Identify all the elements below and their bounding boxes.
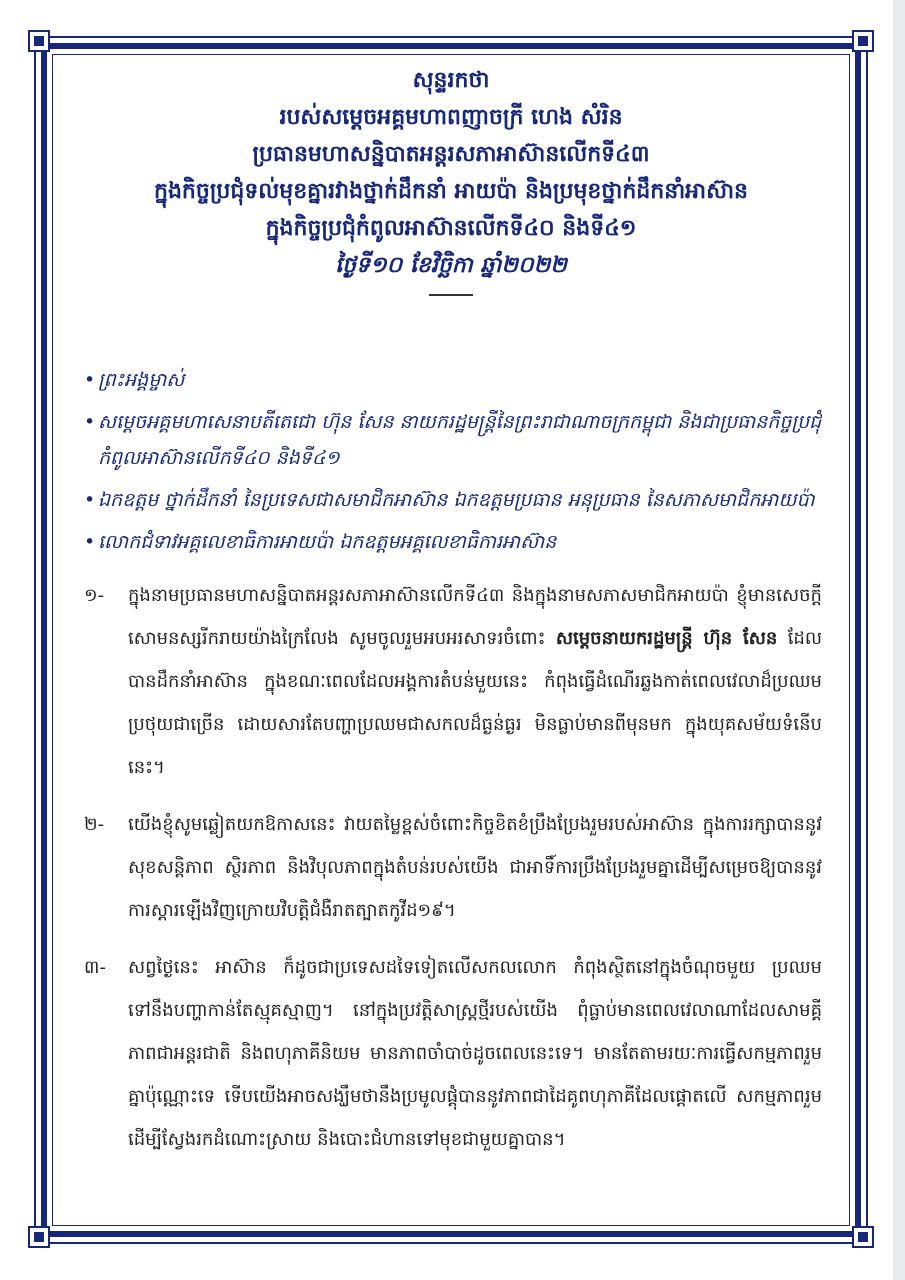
salutation-item: • ឯកឧត្តម ថ្នាក់ដឹកនាំ នៃប្រទេសជាសមាជិកអាស៊ាន ឯកឧត្តមប្រធាន អនុប្រធាន នៃសភាសមាជិកអាយប៉ា [80, 482, 822, 518]
salutation-item: • ព្រះអង្គម្ចាស់ [80, 362, 822, 398]
speaker-line: របស់សម្ដេចអគ្គមហាពញាចក្រី ហេង សំរិន [279, 105, 623, 130]
page-edge-strip [893, 0, 905, 1280]
bullet-marker: • [84, 531, 96, 553]
paragraph-1: ១- ក្នុងនាមប្រធានមហាសន្និបាតអន្តរសភាអាស៊ានលើកទី៤៣ និងក្នុងនាមសភាសមាជិកអាយប៉ា ខ្ញុំមានសេចក្ដីសោមនស្សរីករាយយ៉ាងក្រៃលែង សូមចូលរួមអបអរសាទរចំពោះ សម្ដេចនាយករដ្ឋមន្ត្រី ហ៊ុន សែន ដែលបានដឹកនាំអាស៊ាន ក្នុងខណៈពេលដែលអង្គការតំបន់មួយនេះ កំពុងធ្វើដំណើរឆ្លងកាត់ពេលវេលាដ៏ប្រឈមប្រថុយជាច្រើន ដោយសារតែបញ្ហាប្រឈមជាសកលដ៏ធ្ងន់ធ្ងរ មិនធ្លាប់មានពីមុនមក ក្នុងយុគសម័យទំនើបនេះ។ [80, 574, 822, 789]
speech-title: សុន្ទរកថា [412, 68, 490, 93]
speaker-role-line: ប្រធានមហាសន្និបាតអន្តរសភាអាស៊ានលើកទី៤៣ [252, 142, 650, 167]
header-divider [429, 294, 473, 296]
corner-ornament-bottom-left [28, 1226, 50, 1248]
speech-header [80, 62, 822, 296]
bullet-marker: • [84, 369, 96, 391]
speech-date: ថ្ងៃទី១០ ខែវិច្ឆិកា ឆ្នាំ២០២២ [335, 253, 567, 278]
corner-ornament-bottom-right [852, 1226, 874, 1248]
highlighted-name: សម្ដេចនាយករដ្ឋមន្ត្រី ហ៊ុន សែន [555, 628, 778, 649]
event-line: ក្នុងកិច្ចប្រជុំទល់មុខគ្នារវាងថ្នាក់ដឹកនាំ អាយប៉ា និងប្រមុខថ្នាក់ដឹកនាំអាស៊ាន [154, 179, 748, 204]
bullet-marker: • [84, 411, 96, 433]
paragraph-number: ២- [84, 814, 105, 835]
corner-ornament-top-left [28, 30, 50, 52]
summit-line: ក្នុងកិច្ចប្រជុំកំពូលអាស៊ានលើកទី៤០ និងទី៤១ [265, 216, 637, 241]
paragraph-3: ៣- សព្វថ្ងៃនេះ អាស៊ាន ក៏ដូចជាប្រទេសដទៃទៀតលើសកលលោក កំពុងស្ថិតនៅក្នុងចំណុចមួយ ប្រឈមទៅនឹងបញ្ហាកាន់តែស្មុគស្មាញ។ នៅក្នុងប្រវត្តិសាស្ត្រថ្មីរបស់យើង ពុំធ្លាប់មានពេលវេលាណាដែលសាមគ្គីភាពជាអន្តរជាតិ និងពហុភាគីនិយម មានភាពចាំបាច់ដូចពេលនេះទេ។ មានតែតាមរយៈការធ្វើសកម្មភាពរួមគ្នាប៉ុណ្ណោះទេ ទើបយើងអាចសង្ឃឹមថានឹងប្រមូលផ្តុំបាននូវភាពជាដៃគូពហុភាគីដែលផ្តោតលើ សកម្មភាពរួម ដើម្បីស្វែងរកដំណោះស្រាយ និងបោះជំហានទៅមុខជាមួយគ្នាបាន។ [80, 946, 822, 1161]
paragraph-2: ២- យើងខ្ញុំសូមឆ្លៀតយកឱកាសនេះ វាយតម្លៃខ្ពស់ចំពោះកិច្ចខិតខំប្រឹងប្រែងរួមរបស់អាស៊ាន ក្នុងការរក្សាបាននូវសុខសន្តិភាព ស្ថិរភាព និងវិបុលភាពក្នុងតំបន់របស់យើង ជាអាទិ៍ការប្រឹងប្រែងរួមគ្នាដើម្បីសម្រេចឱ្យបាននូវការស្តារឡើងវិញក្រោយវិបត្តិជំងឺរាតត្បាតកូវីដ១៩។ [80, 803, 822, 932]
salutation-item: • លោកជំទាវអគ្គលេខាធិការអាយប៉ា ឯកឧត្តមអគ្គលេខាធិការអាស៊ាន [80, 524, 822, 560]
document-body [80, 62, 822, 1212]
salutation-list [80, 362, 822, 560]
corner-ornament-top-right [852, 30, 874, 52]
paragraph-number: ៣- [84, 957, 106, 978]
paragraph-number: ១- [84, 585, 105, 606]
salutation-item: • សម្ដេចអគ្គមហាសេនាបតីតេជោ ហ៊ុន សែន នាយករដ្ឋមន្ត្រីនៃព្រះរាជាណាចក្រកម្ពុជា និងជាប្រធានកិច្ចប្រជុំកំពូលអាស៊ានលើកទី៤០ និងទី៤១ [80, 404, 822, 476]
bullet-marker: • [84, 489, 96, 511]
